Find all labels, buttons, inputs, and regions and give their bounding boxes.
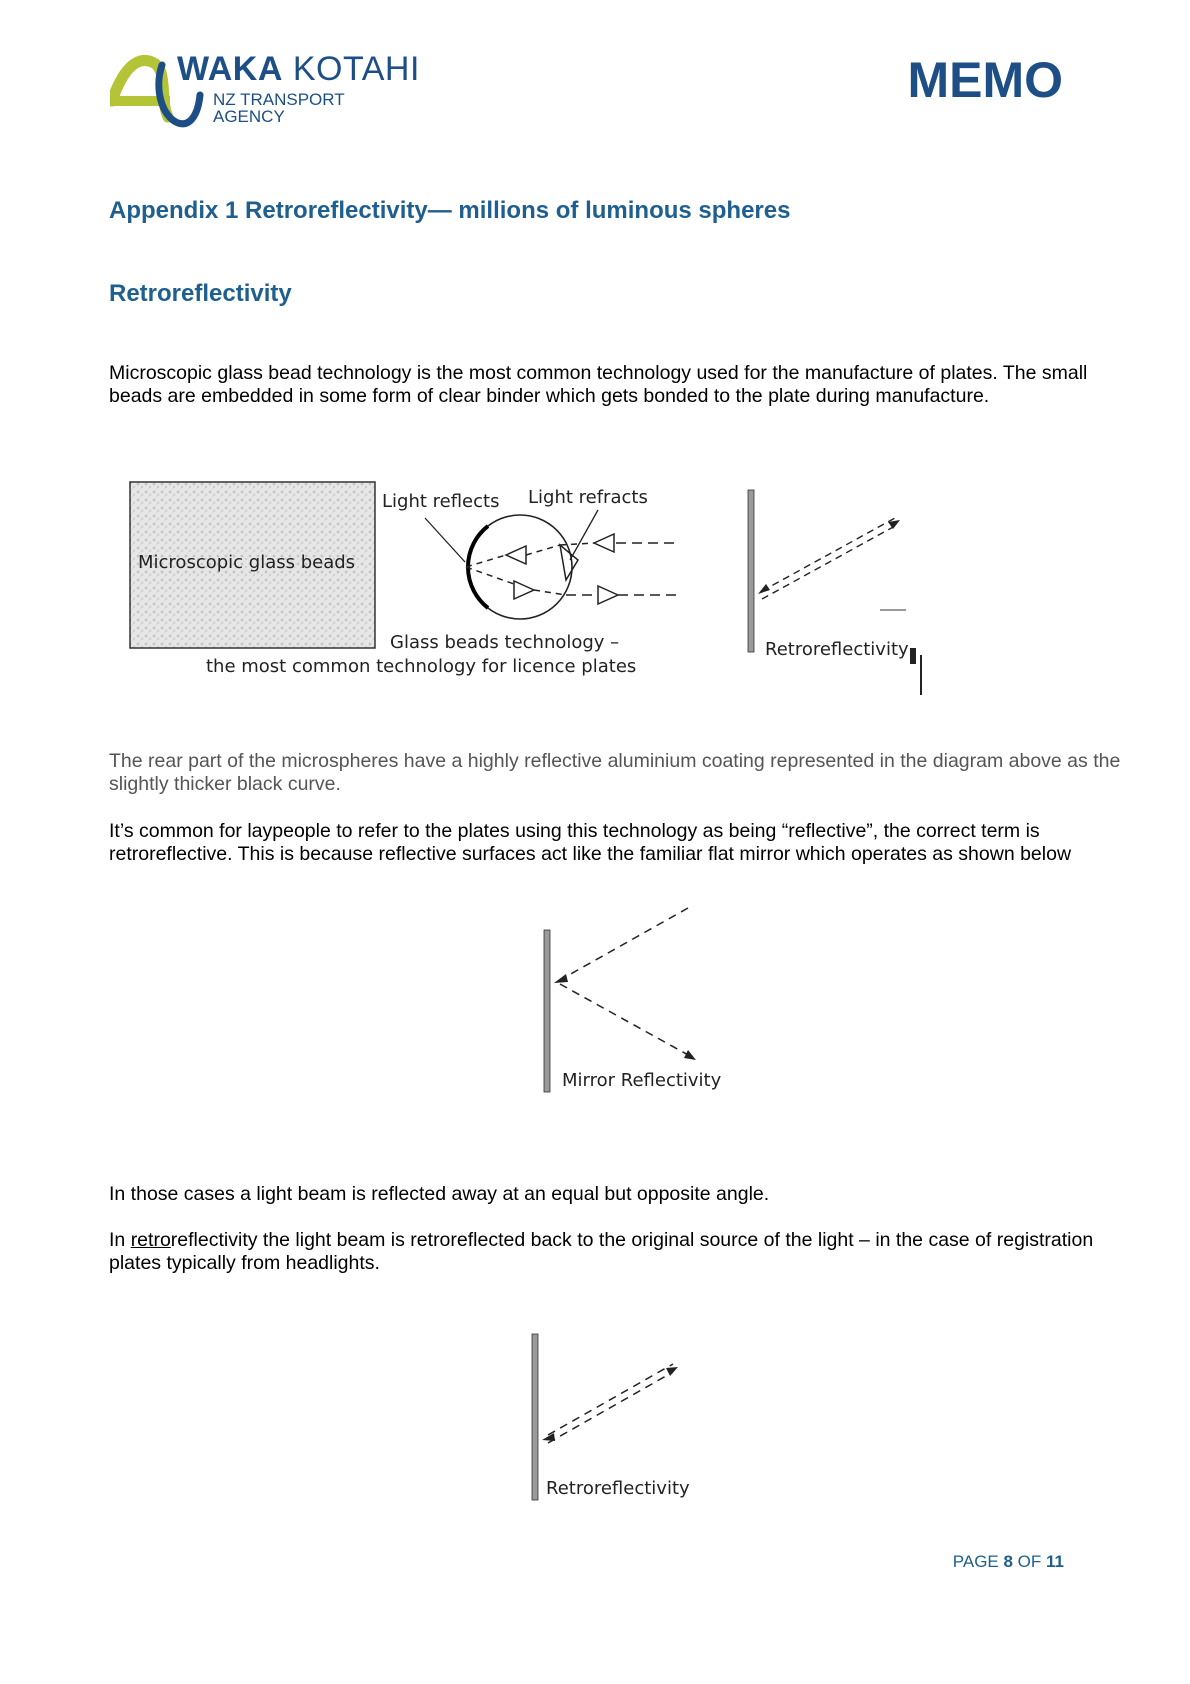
paragraph-reflective-term: It’s common for laypeople to refer to the plates using this technology as being “reflective”, the correct term is retroreflective. This is because reflective surfaces act like the familiar flat mirror which operates as shown below (109, 820, 1072, 865)
p5-prefix: In (109, 1229, 131, 1251)
retro-surface-small (748, 490, 754, 652)
logo-wordmark (177, 52, 420, 86)
p5-rest: reflectivity the light beam is retroreflected back to the original source of the light – in the case of registration plates typically from headlights. (109, 1229, 1094, 1274)
current-page: 8 (1003, 1552, 1013, 1571)
memo-label: MEMO (907, 52, 1063, 108)
retro-incident-arrow-icon (666, 1367, 678, 1376)
reflected-arrow-icon (684, 1050, 696, 1060)
logo-subtitle-line1: NZ TRANSPORT (213, 90, 345, 109)
paragraph-glass-bead: Microscopic glass bead technology is the most common technology used for the manufacture of plates. The small beads are embedded in some form of clear binder which gets bonded to the plate during manufacture. (109, 362, 1088, 407)
appendix-heading: Appendix 1 Retroreflectivity— millions of luminous spheres (109, 197, 791, 224)
arrow-in-icon (594, 534, 614, 552)
logo-word-thin: KOTAHI (292, 50, 420, 88)
aluminium-coating-curve (468, 526, 488, 608)
incident-arrow-icon (554, 974, 568, 983)
paragraph-equal-angle: In those cases a light beam is reflected away at an equal but opposite angle. (109, 1183, 770, 1205)
glass-beads-box-label: Microscopic glass beads (138, 552, 356, 573)
glass-beads-caption-line2: the most common technology for licence plates (206, 656, 637, 677)
arrow-out-icon (598, 586, 618, 604)
mirror-reflectivity-diagram (540, 900, 760, 1105)
p5-underlined: retro (130, 1229, 171, 1251)
page-prefix: PAGE (952, 1552, 1004, 1571)
light-refracts-label: Light refracts (528, 487, 648, 508)
mirror-surface (544, 930, 550, 1092)
logo-subtitle-line2: AGENCY (213, 107, 285, 126)
retroreflectivity-label: Retroreflectivity (546, 1478, 690, 1499)
paragraph-retroreflectivity (109, 1229, 1129, 1275)
retroreflectivity-diagram (528, 1330, 728, 1510)
retro-small-label: Retroreflectivity (765, 639, 909, 660)
page-of: OF (1012, 1552, 1047, 1571)
mirror-reflectivity-label: Mirror Reflectivity (562, 1070, 722, 1091)
glass-beads-diagram (120, 450, 940, 700)
retro-surface (532, 1334, 538, 1500)
glass-beads-caption-line1: Glass beads technology – (390, 632, 620, 653)
total-pages: 11 (1046, 1552, 1064, 1571)
light-reflects-label: Light reflects (382, 491, 500, 512)
paragraph-aluminium-coating: The rear part of the microspheres have a highly reflective aluminium coating represented in the diagram above as the slightly thicker black curve. (109, 750, 1121, 795)
logo-word-bold: WAKA (177, 50, 283, 88)
page-number (953, 1552, 1064, 1572)
section-heading: Retroreflectivity (109, 280, 292, 307)
